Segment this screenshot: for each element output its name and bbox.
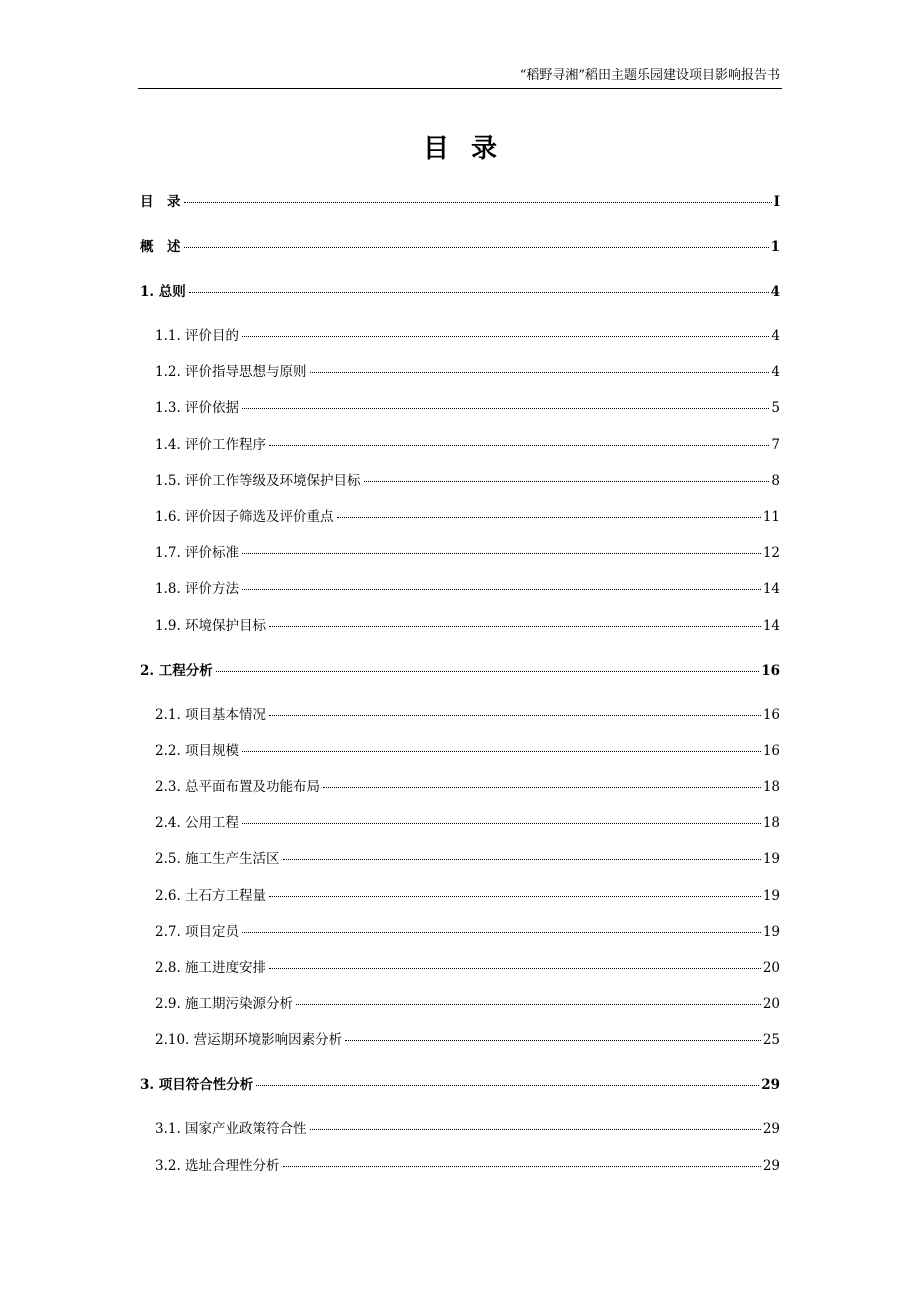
toc-entry-label: 2.7. 项目定员 (155, 923, 240, 940)
toc-entry-label: 2.4. 公用工程 (155, 815, 240, 832)
toc-entry-label: 1.3. 评价依据 (155, 400, 240, 417)
toc-entry[interactable] (140, 324, 780, 348)
toc-entry-page: 18 (762, 779, 780, 795)
toc-entry-page: 29 (762, 1121, 780, 1138)
toc-entry[interactable] (140, 847, 780, 871)
toc-entry-label: 1.1. 评价目的 (155, 328, 240, 344)
toc-entry[interactable] (140, 1117, 780, 1141)
toc-entry-page: 14 (762, 581, 780, 598)
toc-entry-page: 4 (771, 328, 780, 344)
toc-dot-leader (242, 751, 761, 752)
toc-entry-label: 概 述 (140, 239, 181, 255)
toc-entry[interactable] (140, 577, 780, 601)
toc-entry-label: 1.4. 评价工作程序 (155, 436, 267, 453)
toc-entry-page: 7 (771, 436, 780, 453)
toc-entry-label: 目 录 (140, 194, 181, 210)
toc-entry[interactable] (140, 396, 780, 420)
toc-title: 目录 (422, 134, 519, 164)
toc-entry[interactable] (140, 469, 780, 493)
toc-dot-leader (310, 372, 770, 373)
toc-entry-label: 2.9. 施工期污染源分析 (155, 996, 294, 1013)
toc-dot-leader (256, 1085, 759, 1086)
toc-dot-leader (364, 481, 770, 482)
toc-entry-page: 25 (762, 1032, 780, 1049)
toc-dot-leader (269, 715, 761, 716)
toc-entry-label: 1.2. 评价指导思想与原则 (155, 364, 307, 381)
toc-entry[interactable] (140, 884, 780, 908)
toc-entry[interactable] (140, 190, 780, 214)
toc-entry-page: 14 (762, 617, 780, 634)
toc-entry-page: 19 (762, 887, 780, 904)
toc-entry[interactable] (140, 235, 780, 259)
toc-entry-label: 2.6. 土石方工程量 (155, 887, 267, 904)
toc-entry-label: 2.3. 总平面布置及功能布局 (155, 779, 321, 795)
toc-entry[interactable] (140, 1028, 780, 1052)
toc-entry-page: 20 (762, 996, 780, 1013)
toc-entry-label: 1. 总则 (140, 284, 186, 300)
toc-entry[interactable] (140, 433, 780, 457)
toc-entry-page: 18 (762, 815, 780, 832)
toc-entry-label: 1.7. 评价标准 (155, 545, 240, 562)
toc-entry-label: 1.6. 评价因子筛选及评价重点 (155, 509, 334, 525)
toc-entry-label: 2.10. 营运期环境影响因素分析 (155, 1032, 343, 1049)
toc-entry-label: 3. 项目符合性分析 (140, 1077, 254, 1094)
toc-dot-leader (269, 968, 761, 969)
toc-entry-label: 2.2. 项目规模 (155, 742, 240, 759)
toc-dot-leader (184, 247, 769, 248)
toc-entry-page: 16 (762, 742, 780, 759)
toc-dot-leader (296, 1004, 761, 1005)
toc-dot-leader (242, 553, 761, 554)
toc-dot-leader (242, 932, 761, 933)
toc-dot-leader (323, 787, 761, 788)
toc-entry-page: 12 (762, 545, 780, 562)
toc-entry[interactable] (140, 920, 780, 944)
toc-dot-leader (242, 589, 761, 590)
toc-entry[interactable] (140, 956, 780, 980)
toc-entry[interactable] (140, 659, 780, 683)
toc-dot-leader (345, 1040, 761, 1041)
toc-dot-leader (310, 1129, 761, 1130)
toc-entry-label: 3.2. 选址合理性分析 (155, 1157, 280, 1174)
toc-entry[interactable] (140, 811, 780, 835)
toc-entry[interactable] (140, 280, 780, 304)
toc-dot-leader (283, 1166, 761, 1167)
toc-dot-leader (269, 626, 761, 627)
toc-entry[interactable] (140, 360, 780, 384)
toc-entry-page: 16 (762, 706, 780, 723)
toc-dot-leader (184, 202, 772, 203)
toc-entry-label: 2.5. 施工生产生活区 (155, 851, 280, 868)
header-rule (138, 88, 782, 89)
toc-entry-label: 3.1. 国家产业政策符合性 (155, 1121, 307, 1138)
toc-dot-leader (216, 671, 759, 672)
toc-entry-page: 29 (762, 1157, 780, 1174)
toc-entry-page: I (773, 194, 780, 210)
toc-entry[interactable] (140, 614, 780, 638)
toc-entry-label: 1.8. 评价方法 (155, 581, 240, 598)
toc-entry[interactable] (140, 1073, 780, 1097)
toc-entry-page: 4 (771, 364, 780, 381)
toc-entry-page: 5 (771, 400, 780, 417)
toc-dot-leader (242, 823, 761, 824)
toc-entry[interactable] (140, 992, 780, 1016)
toc-entry[interactable] (140, 703, 780, 727)
toc-entry-page: 4 (770, 284, 780, 300)
toc-entry-label: 2. 工程分析 (140, 662, 213, 679)
running-header: “稻野寻湘”稻田主题乐园建设项目影响报告书 (519, 68, 780, 83)
toc-entry-page: 1 (770, 239, 780, 255)
toc-dot-leader (242, 336, 769, 337)
toc-entry-label: 2.8. 施工进度安排 (155, 960, 267, 976)
toc-entry[interactable] (140, 1154, 780, 1178)
toc-dot-leader (189, 292, 769, 293)
toc-entry[interactable] (140, 739, 780, 763)
toc-entry[interactable] (140, 775, 780, 799)
toc-entry-label: 1.5. 评价工作等级及环境保护目标 (155, 472, 361, 489)
toc-entry-page: 29 (761, 1077, 780, 1094)
toc-entry[interactable] (140, 541, 780, 565)
toc-dot-leader (269, 445, 769, 446)
toc-entry-page: 19 (762, 923, 780, 940)
toc-entry-label: 2.1. 项目基本情况 (155, 706, 267, 723)
toc-entry-page: 8 (771, 472, 780, 489)
toc-entry-page: 11 (762, 509, 780, 525)
toc-dot-leader (269, 896, 761, 897)
toc-entry-page: 20 (762, 960, 780, 976)
toc-dot-leader (242, 408, 769, 409)
toc-dot-leader (283, 859, 761, 860)
toc-entry-page: 16 (761, 662, 780, 679)
toc-entry-label: 1.9. 环境保护目标 (155, 617, 267, 634)
toc-entry-page: 19 (762, 851, 780, 868)
toc-entry[interactable] (140, 505, 780, 529)
toc-dot-leader (337, 517, 761, 518)
